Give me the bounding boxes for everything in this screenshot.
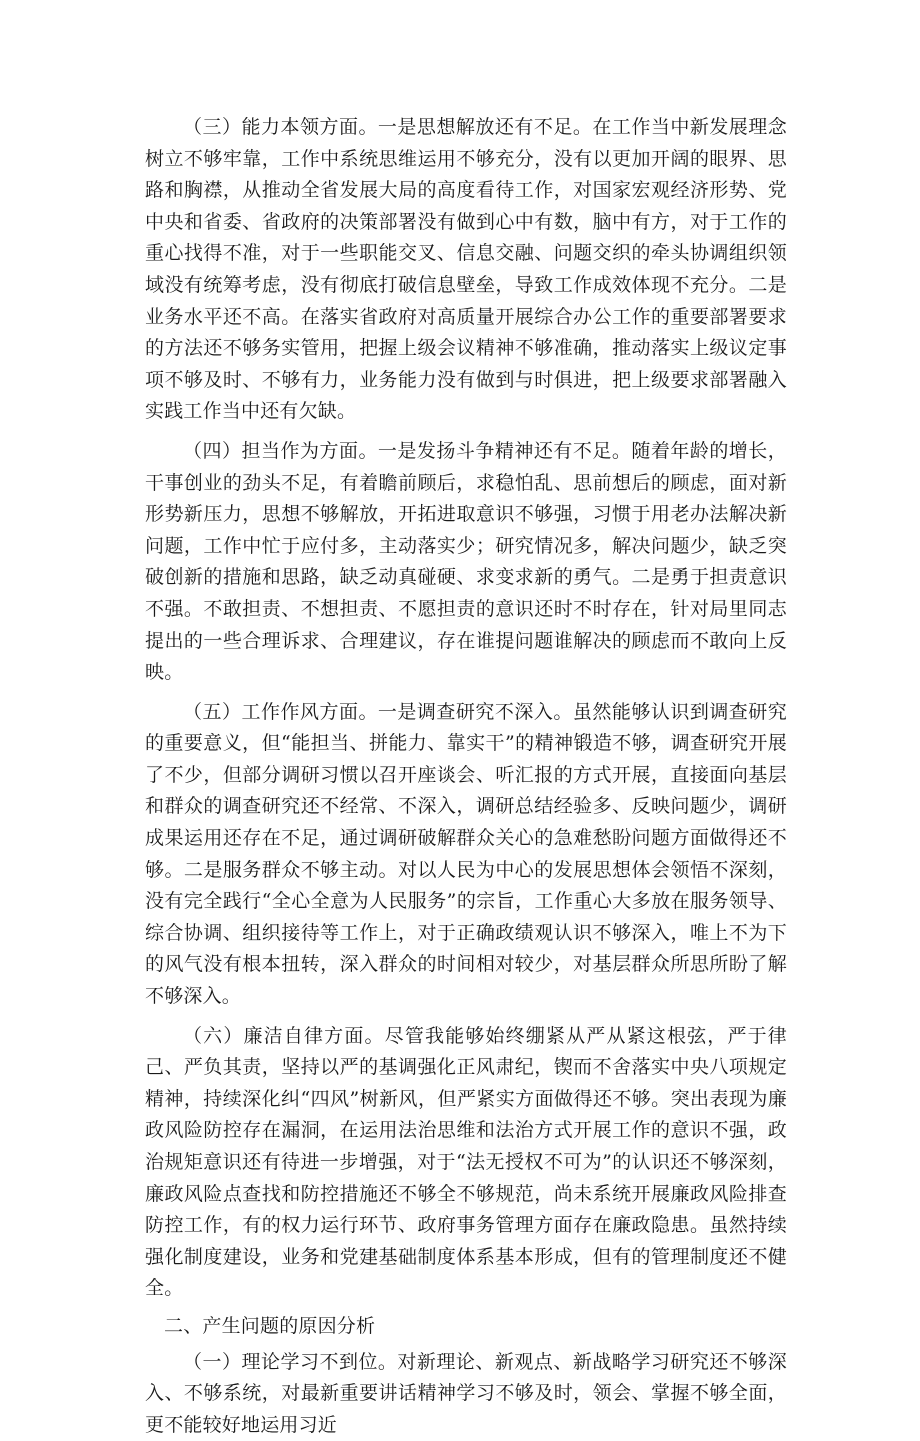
paragraph-theory-study: （一）理论学习不到位。对新理论、新观点、新战略学习研究还不够深入、不够系统，对最新重要讲话精神学习不够及时，领会、掌握不够全面，更不能较好地运用习近 [145,1350,787,1436]
paragraph-work-style: （五）工作作风方面。一是调查研究不深入。虽然能够认识到调查研究的重要意义，但“能担当、拼能力、靠实干”的精神锻造不够，调查研究开展了不少，但部分调研习惯以召开座谈会、听汇报的方式开展，直接面向基层和群众的调查研究还不经常、不深入，调研总结经验多、反映问题少，调研成果运用还存在不足，通过调研破解群众关心的急难愁盼问题方面做得还不够。二是服务群众不够主动。对以人民为中心的发展思想体会领悟不深刻，没有完全践行“全心全意为人民服务”的宗旨，工作重心大多放在服务领导、综合协调、组织接待等工作上，对于正确政绩观认识不够深入，唯上不为下的风气没有根本扭转，深入群众的时间相对较少，对基层群众所思所盼了解不够深入。 [145,700,787,1008]
document-page [145,112,787,1441]
paragraph-integrity: （六）廉洁自律方面。尽管我能够始终绷紧从严从紧这根弦，严于律己、严负其责，坚持以严的基调强化正风肃纪，锲而不舍落实中央八项规定精神，持续深化纠“四风”树新风，但严紧实方面做得还不够。突出表现为廉政风险防控存在漏洞，在运用法治思维和法治方式开展工作的意识不强，政治规矩意识还有待进一步增强，对于“法无授权不可为”的认识还不够深刻，廉政风险点查找和防控措施还不够全不够规范，尚未系统开展廉政风险排查防控工作，有的权力运行环节、政府事务管理方面存在廉政隐患。虽然持续强化制度建设，业务和党建基础制度体系基本形成，但有的管理制度还不健全。 [145,1024,787,1300]
paragraph-ability: （三）能力本领方面。一是思想解放还有不足。在工作当中新发展理念树立不够牢靠，工作中系统思维运用不够充分，没有以更加开阔的眼界、思路和胸襟，从推动全省发展大局的高度看待工作，对国家宏观经济形势、党中央和省委、省政府的决策部署没有做到心中有数，脑中有方，对于工作的重心找得不准，对于一些职能交叉、信息交融、问题交织的牵头协调组织领域没有统筹考虑，没有彻底打破信息壁垒，导致工作成效体现不充分。二是业务水平还不高。在落实省政府对高质量开展综合办公工作的重要部署要求的方法还不够务实管用，把握上级会议精神不够准确，推动落实上级议定事项不够及时、不够有力，业务能力没有做到与时俱进，把上级要求部署融入实践工作当中还有欠缺。 [145,116,787,423]
paragraph-responsibility: （四）担当作为方面。一是发扬斗争精神还有不足。随着年龄的增长，干事创业的劲头不足，有着瞻前顾后，求稳怕乱、思前想后的顾虑，面对新形势新压力，思想不够解放，开拓进取意识不够强，习惯于用老办法解决新问题，工作中忙于应付多，主动落实少；研究情况多，解决问题少，缺乏突破创新的措施和思路，缺乏动真碰硬、求变求新的勇气。二是勇于担责意识不强。不敢担责、不想担责、不愿担责的意识还时不时存在，针对局里同志提出的一些合理诉求、合理建议，存在谁提问题谁解决的顾虑而不敢向上反映。 [145,439,787,684]
section-heading-cause-analysis: 二、产生问题的原因分析 [164,1314,376,1337]
